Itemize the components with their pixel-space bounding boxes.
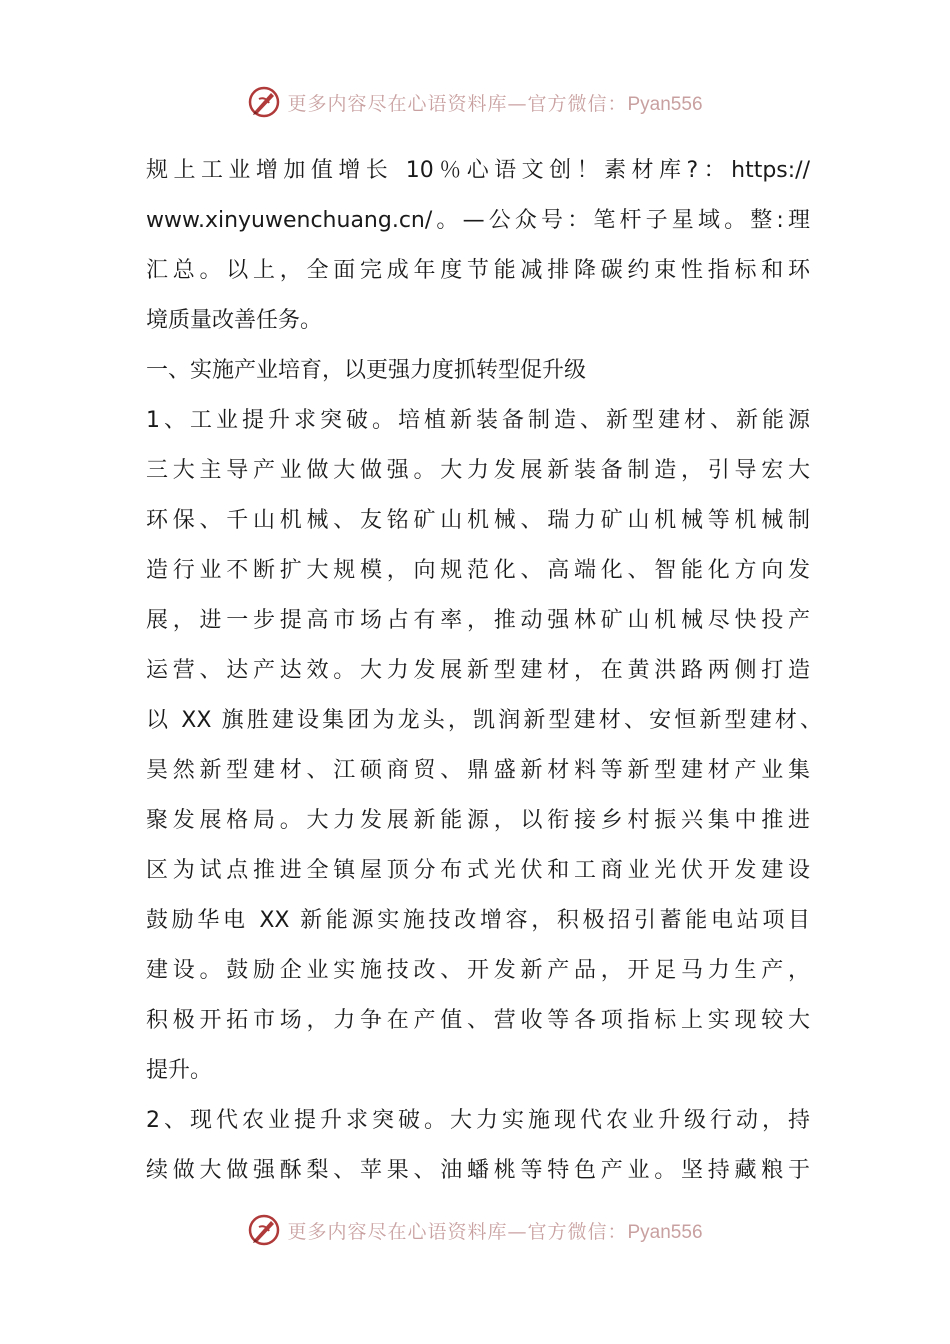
text-line: 续做大做强酥梨、苹果、油蟠桃等特色产业。坚持藏粮于: [146, 1158, 810, 1183]
footer-banner: [0, 1210, 950, 1250]
text-line: 提升。: [146, 1058, 213, 1083]
text-line: 造行业不断扩大规模，向规范化、高端化、智能化方向发: [146, 558, 810, 583]
text-line: 三大主导产业做大做强。大力发展新装备制造，引导宏大: [146, 458, 810, 483]
text-line: 展，进一步提高市场占有率，推动强林矿山机械尽快投产: [146, 608, 810, 633]
text-line: 规上工业增加值增长 10％心语文创！素材库?：https://: [146, 158, 810, 183]
text-line: www.xinyuwenchuang.cn/。—公众号：笔杆子星域。整:理: [146, 208, 810, 233]
pen-logo-icon: [247, 85, 281, 119]
header-banner: [0, 82, 950, 122]
text-line: 建设。鼓励企业实施技改、开发新产品，开足马力生产，: [146, 958, 810, 983]
text-line: 积极开拓市场，力争在产值、营收等各项指标上实现较大: [146, 1008, 810, 1033]
header-banner-text: 更多内容尽在心语资料库—官方微信：Pyan556: [287, 92, 703, 115]
text-line: 鼓励华电 XX 新能源实施技改增容，积极招引蓄能电站项目: [146, 908, 810, 933]
text-line: 1、工业提升求突破。培植新装备制造、新型建材、新能源: [146, 408, 810, 433]
text-line: 2、现代农业提升求突破。大力实施现代农业升级行动，持: [146, 1108, 810, 1133]
text-line: 聚发展格局。大力发展新能源，以衔接乡村振兴集中推进: [146, 808, 810, 833]
text-line: 运营、达产达效。大力发展新型建材，在黄洪路两侧打造: [146, 658, 810, 683]
pen-logo-icon: [247, 1213, 281, 1247]
text-line: 境质量改善任务。: [146, 308, 323, 333]
footer-banner-text: 更多内容尽在心语资料库—官方微信：Pyan556: [287, 1220, 703, 1243]
text-line: 环保、千山机械、友铭矿山机械、瑞力矿山机械等机械制: [146, 508, 810, 533]
document-body: [146, 146, 822, 1196]
text-line: 以 XX 旗胜建设集团为龙头，凯润新型建材、安恒新型建材、: [146, 708, 822, 733]
section-heading: 一、实施产业培育，以更强力度抓转型促升级: [146, 358, 587, 383]
text-line: 汇总。以上，全面完成年度节能减排降碳约束性指标和环: [146, 258, 810, 283]
text-line: 区为试点推进全镇屋顶分布式光伏和工商业光伏开发建设: [146, 858, 810, 883]
text-line: 昊然新型建材、江硕商贸、鼎盛新材料等新型建材产业集: [146, 758, 810, 783]
